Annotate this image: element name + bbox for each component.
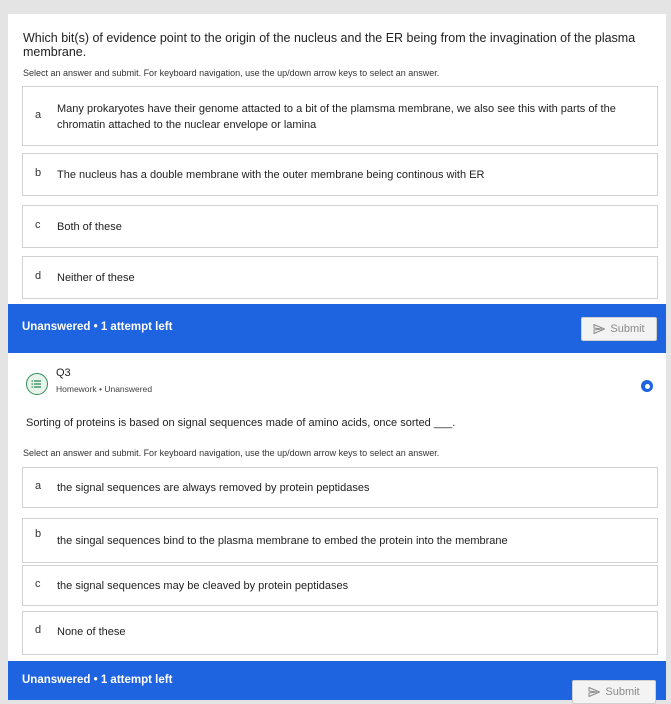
answer-option-c[interactable] <box>22 565 658 606</box>
answer-option-b[interactable] <box>22 518 658 563</box>
option-text: the singal sequences bind to the plasma membrane to embed the protein into the membrane <box>57 535 508 547</box>
option-letter: d <box>35 270 42 282</box>
option-letter: c <box>35 219 41 231</box>
status-state: Unanswered <box>22 321 91 333</box>
option-letter: b <box>35 167 42 179</box>
option-text: Many prokaryotes have their genome attacted to a bit of the plamsma membrane, we also see this with parts of the chromatin attached to the nuclear envelope or lamina <box>57 103 616 131</box>
option-text: The nucleus has a double membrane with the outer membrane being continous with ER <box>57 169 485 181</box>
answer-option-c[interactable] <box>22 205 658 248</box>
send-icon <box>588 686 600 698</box>
meta-separator: • <box>99 384 105 394</box>
option-letter: b <box>35 528 42 540</box>
instruction-text: Select an answer and submit. For keyboard navigation, use the up/down arrow keys to select an answer. <box>23 68 440 78</box>
answer-option-a[interactable] <box>22 86 658 146</box>
option-text: None of these <box>57 626 126 638</box>
question-body: Sorting of proteins is based on signal sequences made of amino acids, once sorted ___. <box>26 417 456 429</box>
answer-option-b[interactable] <box>22 153 658 196</box>
option-letter: d <box>35 624 42 636</box>
submit-label: Submit <box>610 323 645 335</box>
bullet-separator: • <box>93 321 101 333</box>
question-title: Which bit(s) of evidence point to the origin of the nucleus and the ER being from the invagination of the plasma membrane. <box>23 31 636 59</box>
answer-option-d[interactable] <box>22 256 658 299</box>
answer-option-a[interactable] <box>22 467 658 508</box>
status-state: Unanswered <box>22 674 91 686</box>
submit-label: Submit <box>605 686 640 698</box>
homework-list-icon <box>26 373 48 395</box>
option-letter: c <box>35 578 41 590</box>
option-text: the signal sequences are always removed by protein peptidases <box>57 482 370 494</box>
attempts-left: 1 attempt left <box>100 321 173 333</box>
instruction-text: Select an answer and submit. For keyboard navigation, use the up/down arrow keys to select an answer. <box>23 448 440 458</box>
answer-option-d[interactable] <box>22 611 658 655</box>
question-meta <box>56 384 152 394</box>
question-number: Q3 <box>56 367 71 379</box>
option-letter: a <box>35 480 42 492</box>
submit-button[interactable] <box>572 680 656 704</box>
status-label <box>22 321 172 333</box>
question-card-previous <box>8 14 666 354</box>
question-state: Unanswered <box>104 384 153 394</box>
attempts-left: 1 attempt left <box>100 674 173 686</box>
question-type: Homework <box>56 384 97 394</box>
option-letter: a <box>35 109 42 121</box>
question-card-q3 <box>8 353 666 700</box>
status-label <box>22 674 172 686</box>
status-bar <box>8 304 666 354</box>
bullet-separator: • <box>93 674 101 686</box>
option-text: Neither of these <box>57 272 135 284</box>
option-text: Both of these <box>57 221 122 233</box>
active-question-indicator <box>641 380 653 392</box>
option-text: the signal sequences may be cleaved by protein peptidases <box>57 580 349 592</box>
send-icon <box>593 323 605 335</box>
status-bar <box>8 661 666 700</box>
submit-button[interactable] <box>581 317 657 341</box>
